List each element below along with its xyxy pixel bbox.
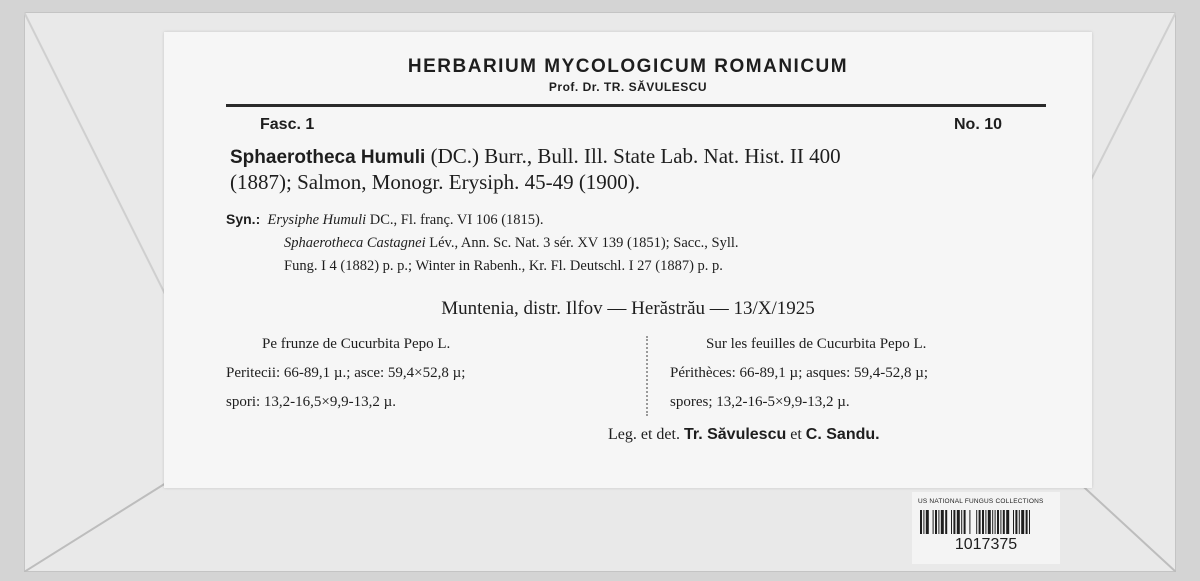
barcode-bar <box>961 510 962 534</box>
barcode-bar <box>953 510 955 534</box>
barcode-bar <box>985 510 986 534</box>
header-rule <box>226 104 1046 107</box>
species-authority: (DC.) Burr., Bull. Ill. State Lab. Nat. Hist. II 400 <box>425 144 841 168</box>
synonym-2-name: Sphaerotheca Castagnei <box>284 235 426 251</box>
synonym-2-citation-cont: Fung. I 4 (1882) p. p.; Winter in Rabenh., Kr. Fl. Deutschl. I 27 (1887) p. p. <box>284 258 723 274</box>
barcode-bar <box>957 510 960 534</box>
barcode-bar <box>995 510 996 534</box>
synonym-2-citation: Lév., Ann. Sc. Nat. 3 sér. XV 139 (1851); Sacc., Syll. <box>425 235 739 251</box>
species-citation <box>230 144 1060 195</box>
synonyms-block <box>226 208 1066 278</box>
description-ro-line: Peritecii: 66-89,1 µ.; asce: 59,4×52,8 µ; <box>226 365 466 381</box>
synonym-1-citation: DC., Fl. franç. VI 106 (1815). <box>366 212 544 228</box>
barcode-bar <box>1026 510 1028 534</box>
barcode-bar <box>1015 510 1017 534</box>
barcode-bar <box>1019 510 1020 534</box>
synonyms-label: Syn.: <box>226 211 261 227</box>
species-name: Sphaerotheca Humuli <box>230 147 426 168</box>
barcode-caption: US NATIONAL FUNGUS COLLECTIONS <box>918 498 1044 505</box>
collectors-prefix: Leg. et det. <box>608 426 684 443</box>
description-fr-line: Sur les feuilles de Cucurbita Pepo L. <box>706 336 927 352</box>
column-divider <box>646 336 648 416</box>
barcode-bar <box>1013 510 1014 534</box>
barcode-bar <box>1000 510 1001 534</box>
collectors-joiner: et <box>786 426 806 443</box>
fascicle-number: Fasc. 1 <box>260 116 315 133</box>
barcode-bar <box>920 510 922 534</box>
barcode-bars <box>920 510 1052 534</box>
description-fr-line: spores; 13,2-16-5×9,9-13,2 µ. <box>670 394 850 410</box>
label-subtitle: Prof. Dr. TR. SĂVULESCU <box>548 80 708 94</box>
barcode-bar <box>976 510 977 534</box>
barcode-bar <box>979 510 981 534</box>
barcode-bar <box>1029 510 1030 534</box>
barcode-bar <box>988 510 991 534</box>
barcode-bar <box>933 510 934 534</box>
barcode-bar <box>951 510 952 534</box>
herbarium-label <box>164 32 1092 488</box>
locality-date: Muntenia, distr. Ilfov — Herăstrău — 13/X/1925 <box>441 298 815 319</box>
barcode-bar <box>964 510 966 534</box>
description-fr-line: Périthèces: 66-89,1 µ; asques: 59,4-52,8 µ; <box>670 365 929 381</box>
barcode-bar <box>1006 510 1009 534</box>
description-romanian <box>226 330 626 417</box>
collector-2: C. Sandu. <box>805 426 880 443</box>
description-ro-line: Pe frunze de Cucurbita Pepo L. <box>262 336 451 352</box>
barcode-bar <box>945 510 947 534</box>
barcode-bar <box>982 510 984 534</box>
barcode-bar <box>1021 510 1024 534</box>
envelope <box>24 12 1176 572</box>
label-title: HERBARIUM MYCOLOGICUM ROMANICUM <box>407 56 849 77</box>
barcode-bar <box>926 510 929 534</box>
barcode-number: 1017375 <box>954 536 1018 553</box>
specimen-number: No. 10 <box>954 116 1003 133</box>
collector-1: Tr. Săvulescu <box>683 426 787 443</box>
description-ro-line: spori: 13,2-16,5×9,9-13,2 µ. <box>226 394 397 410</box>
barcode-label <box>912 492 1060 564</box>
collectors-line <box>608 426 880 444</box>
description-french <box>670 330 1070 417</box>
barcode-bar <box>941 510 944 534</box>
species-citation-line2: (1887); Salmon, Monogr. Erysiph. 45-49 (1900). <box>230 170 641 194</box>
barcode-bar <box>938 510 939 534</box>
synonym-1-name: Erysiphe Humuli <box>267 212 367 228</box>
barcode-bar <box>1003 510 1005 534</box>
barcode-bar <box>935 510 937 534</box>
barcode-bar <box>923 510 924 534</box>
barcode-bar <box>992 510 993 534</box>
barcode-bar <box>997 510 999 534</box>
barcode-bar <box>969 510 970 534</box>
